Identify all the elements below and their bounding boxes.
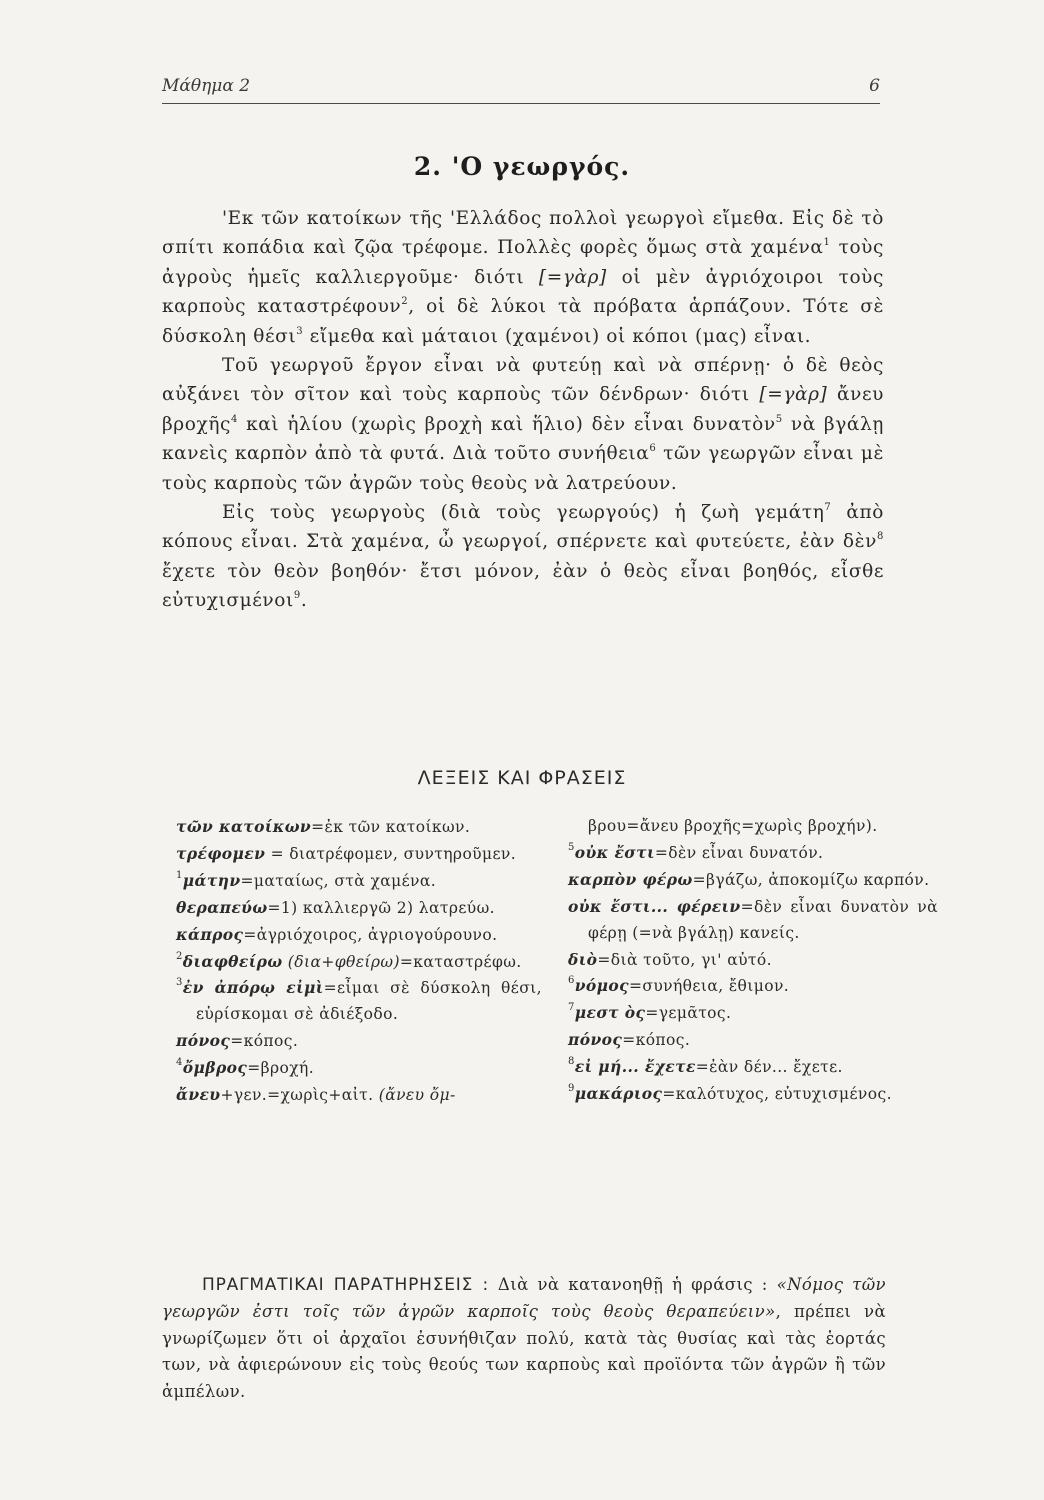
vocab-definition: =κόπος. <box>622 1031 691 1050</box>
paragraph-2 <box>162 351 884 498</box>
footnote-marker: 5 <box>775 413 783 425</box>
vocabulary-right-column <box>568 814 938 1108</box>
vocab-term: θεραπεύω <box>176 897 268 917</box>
vocab-term: τρέφομεν <box>176 843 266 863</box>
vocab-italic: (δια+φθείρω) <box>282 952 400 971</box>
text-segment: τοὺς ἀγροὺς ἡμεῖς καλλιεργοῦμε· διότι <box>162 237 884 288</box>
vocab-entry <box>176 814 542 841</box>
vocab-entry <box>176 1028 542 1055</box>
vocab-entry <box>176 868 542 895</box>
vocab-term: μακάριος <box>574 1084 663 1104</box>
footnote-marker: 4 <box>230 413 238 425</box>
vocab-definition: =γεμᾶτος. <box>645 1004 732 1023</box>
text-segment: τῶν γεωργῶν εἶναι μὲ τοὺς καρποὺς τῶν ἀγρῶν τοὺς θεοὺς νὰ λατρεύουν. <box>162 443 884 494</box>
vocab-definition: =βγάζω, ἀποκομίζω καρπόν. <box>692 870 930 889</box>
vocab-term: τῶν κατοίκων <box>176 817 312 836</box>
footnote-marker: 4 <box>176 1057 183 1069</box>
vocab-entry <box>568 1054 938 1081</box>
vocab-entry <box>568 973 938 1000</box>
vocab-definition: =ἐκ τῶν κατοίκων. <box>311 818 471 836</box>
text-segment: . <box>300 590 308 612</box>
vocab-definition: +γεν.=χωρὶς+αἰτ. <box>220 1086 374 1105</box>
vocab-definition: =1) καλλιεργῶ 2) λατρεύω. <box>267 898 495 917</box>
vocab-italic: (ἄνευ ὄμ- <box>373 1086 456 1105</box>
text-segment: ἄνευ βροχῆς <box>162 384 884 435</box>
vocab-term: πόνος <box>176 1031 231 1051</box>
text-segment: , οἱ δὲ λύκοι τὰ πρόβατα ἁρπάζουν. Τότε σὲ δύσκολη θέσι <box>162 296 884 347</box>
vocab-definition: =ἐὰν δέν... ἔχετε. <box>695 1058 843 1077</box>
notes-paragraph <box>162 1272 886 1406</box>
footnote-marker: 9 <box>293 590 301 602</box>
vocab-definition: =κόπος. <box>230 1032 299 1051</box>
vocab-definition: =βροχή. <box>247 1059 315 1078</box>
vocab-definition: =συνήθεια, ἔθιμον. <box>628 977 790 996</box>
vocab-term: καρπὸν φέρω <box>568 869 693 889</box>
vocab-term: μάτην <box>182 870 241 890</box>
paragraph-3 <box>162 498 884 616</box>
practical-notes <box>162 1272 886 1406</box>
vocab-continuation: βρου=ἄνευ βροχῆς=χωρὶς βροχήν). <box>588 817 878 835</box>
footnote-marker: 3 <box>176 977 183 989</box>
running-head <box>162 76 880 96</box>
notes-text-after: , πρέπει νὰ γνωρίζωμεν ὅτι οἱ ἀρχαῖοι ἐσυνήθιζαν πολύ, κατὰ τὰς θυσίας καὶ τὰς ἑορτάς των, νὰ ἀφιερώνουν εἰς τοὺς θεούς των καρποὺς καὶ προϊόντα τῶν ἀγρῶν ἢ τῶν ἀμπέλων. <box>162 1301 886 1402</box>
header-rule <box>162 103 880 104</box>
footnote-marker: 1 <box>176 869 183 881</box>
vocab-entry <box>568 814 938 840</box>
vocab-definition: =διὰ τοῦτο, γι' αὐτό. <box>597 950 772 969</box>
vocab-term: νόμος <box>574 976 629 996</box>
vocab-entry <box>568 947 938 974</box>
footnote-marker: 2 <box>401 296 409 308</box>
text-segment: καὶ ἡλίου (χωρὶς βροχὴ καὶ ἥλιο) δὲν εἶναι δυνατὸν <box>237 413 776 435</box>
vocab-definition: = διατρέφομεν, συντηροῦμεν. <box>265 844 517 863</box>
main-text <box>162 204 884 616</box>
text-segment: ἔχετε τὸν θεὸν βοηθόν· ἔτσι μόνον, ἐὰν ὁ θεὸς εἶναι βοηθός, εἶσθε εὐτυχισμένοι <box>162 560 884 612</box>
vocab-entry <box>176 975 542 1028</box>
vocab-entry <box>176 841 542 868</box>
notes-quote: «Νόμος τῶν γεωργῶν ἐστι τοῖς τῶν ἀγρῶν καρποῖς τοὺς θεοὺς θεραπεύειν» <box>162 1275 886 1321</box>
vocab-entry <box>568 1081 938 1108</box>
vocab-term: ὄμβρος <box>182 1058 248 1078</box>
text-segment: εἴμεθα καὶ μάταιοι (χαμένοι) οἱ κόποι (μας) εἶναι. <box>303 325 812 347</box>
text-segment: Τοῦ γεωργοῦ ἔργον εἶναι νὰ φυτεύῃ καὶ νὰ σπέρνῃ· ὁ δὲ θεὸς αὐξάνει τὸν σῖτον καὶ τοὺς καρποὺς τῶν δένδρων· διότι <box>162 355 884 406</box>
vocab-term: οὐκ ἔστι <box>574 842 655 862</box>
vocabulary-heading: ΛΕΞΕΙΣ ΚΑΙ ΦΡΑΣΕΙΣ <box>417 767 627 789</box>
vocab-entry <box>568 867 938 894</box>
vocab-entry <box>568 1027 938 1054</box>
notes-label: ΠΡΑΓΜΑΤΙΚΑΙ ΠΑΡΑΤΗΡΗΣΕΙΣ : <box>202 1275 490 1295</box>
page-number: 6 <box>869 76 880 96</box>
footnote-marker: 8 <box>568 1056 575 1068</box>
vocab-entry <box>176 949 542 976</box>
vocab-term: ἄνευ <box>176 1085 221 1105</box>
footnote-marker: 6 <box>568 975 575 987</box>
vocab-definition: =δὲν εἶναι δυνατόν. <box>654 843 824 862</box>
lesson-label: Μάθημα 2 <box>162 76 251 96</box>
footnote-marker: 7 <box>568 1002 575 1014</box>
vocab-term: ἐν ἀπόρῳ εἰμὶ <box>182 978 324 998</box>
text-segment: Εἰς τοὺς γεωργοὺς (διὰ τοὺς γεωργούς) ἡ ζωὴ γεμάτη <box>222 502 825 524</box>
vocab-term: οὐκ ἔστι... φέρειν <box>568 896 741 916</box>
vocab-definition: =εἶμαι σὲ δύσκολη θέσι, εὑρίσκομαι σὲ ἀδιέξοδο. <box>196 979 542 1024</box>
vocab-term: εἰ μή... <box>574 1057 640 1077</box>
vocab-entry <box>176 895 542 922</box>
vocab-entry <box>176 1055 542 1082</box>
footnote-marker: 1 <box>823 237 831 249</box>
vocab-definition: =ματαίως, στὰ χαμένα. <box>240 871 437 890</box>
vocab-definition: =καλότυχος, εὐτυχισμένος. <box>662 1085 892 1104</box>
footnote-marker: 9 <box>568 1083 575 1095</box>
footnote-marker: 5 <box>568 841 575 853</box>
footnote-marker: 8 <box>877 531 884 543</box>
text-segment: ἀπὸ κόπους εἶναι. Στὰ χαμένα, ὦ γεωργοί, σπέρνετε καὶ φυτεύετε, ἐὰν δὲν <box>162 502 884 553</box>
vocabulary-left-column <box>176 814 542 1109</box>
vocab-entry <box>568 840 938 867</box>
vocab-term: μεστ ὸς <box>574 1003 646 1023</box>
vocab-definition: =καταστρέφω. <box>399 952 522 971</box>
text-segment: νὰ βγάλῃ κανεὶς καρπὸν ἀπὸ τὰ φυτά. Διὰ τοῦτο συνήθεια <box>162 413 884 465</box>
vocab-term: κάπρος <box>176 924 244 944</box>
footnote-marker: 7 <box>824 502 832 514</box>
vocab-entry <box>176 922 542 949</box>
text-segment: 'Εκ τῶν κατοίκων τῆς 'Ελλάδος πολλοὶ γεωργοὶ εἴμεθα. Εἰς δὲ τὸ σπίτι κοπάδια καὶ ζῷα τρέφομε. Πολλὲς φορὲς ὅμως στὰ χαμένα <box>162 208 884 259</box>
text-segment: οἱ μὲν ἀγριόχοιροι τοὺς καρποὺς καταστρέφουν <box>162 266 884 318</box>
vocab-entry <box>176 1082 542 1109</box>
notes-text-before: Διὰ νὰ κατανοηθῇ ἡ φράσις : <box>489 1275 777 1294</box>
vocab-term: διαφθείρω <box>182 951 283 971</box>
gloss-bracket: [=γὰρ] <box>759 384 828 406</box>
vocab-term: διὸ <box>568 949 598 969</box>
vocab-definition: =δὲν εἶναι δυνατὸν νὰ φέρῃ (=νὰ βγάλῃ) κανείς. <box>588 897 938 942</box>
footnote-marker: 6 <box>649 443 657 455</box>
footnote-marker: 2 <box>176 950 183 962</box>
vocab-entry <box>568 894 938 947</box>
vocab-term: πόνος <box>568 1030 623 1050</box>
vocab-definition: =ἀγριόχοιρος, ἀγριογούρουνο. <box>243 925 498 944</box>
footnote-marker: 3 <box>296 325 304 337</box>
gloss-bracket: [=γὰρ] <box>538 266 607 288</box>
paragraph-1 <box>162 204 884 351</box>
vocab-italic: ἔχετε <box>639 1057 696 1077</box>
lesson-title: 2. 'Ο γεωργός. <box>413 152 631 181</box>
vocab-entry <box>568 1000 938 1027</box>
